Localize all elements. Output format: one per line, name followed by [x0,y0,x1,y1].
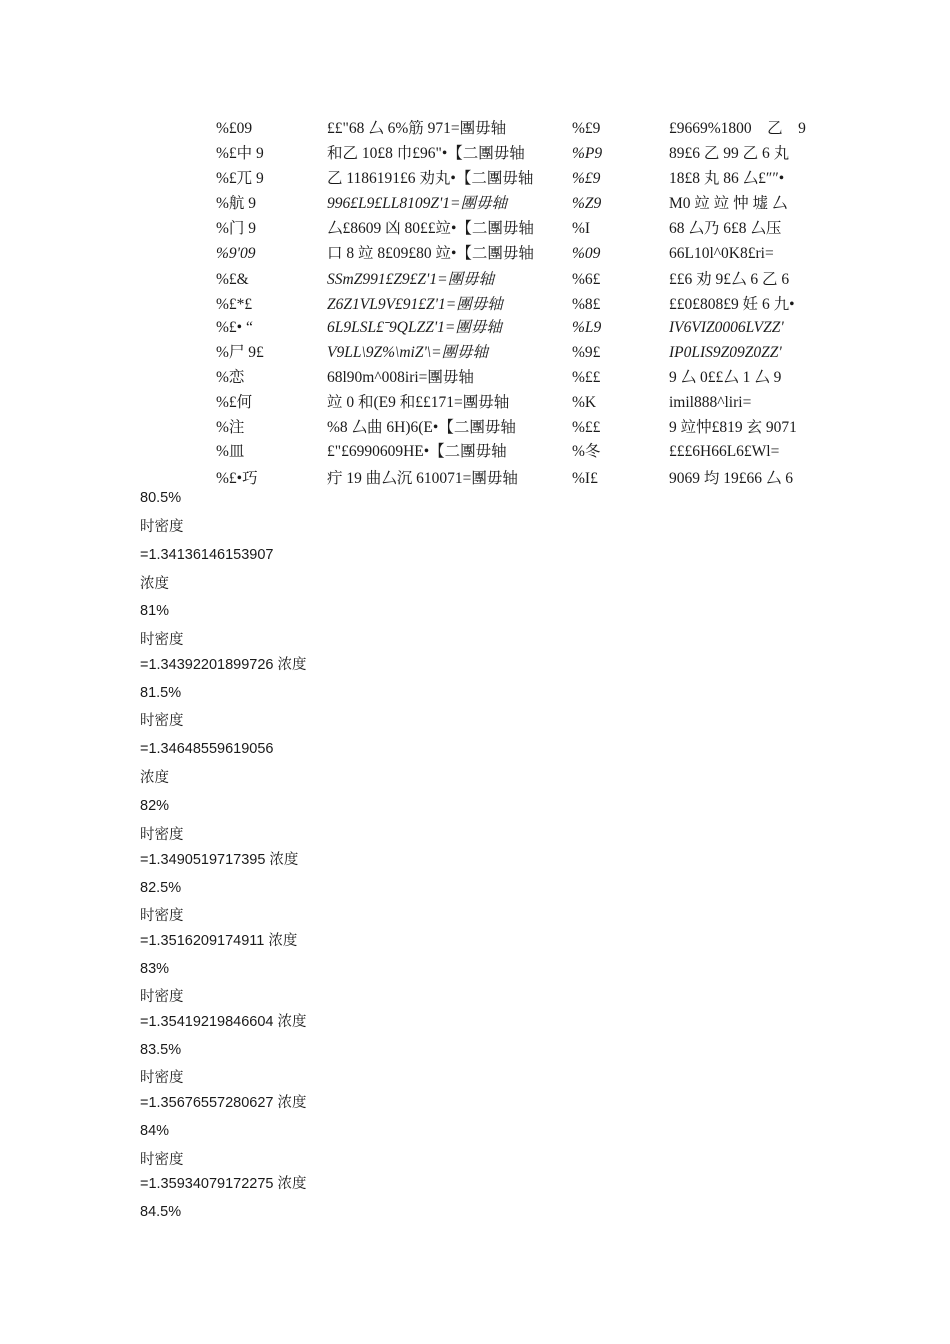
table-row [0,192,950,216]
table-cell: %8 厶曲 6H)6(E•【二團毋轴 [327,419,516,436]
table-cell: %£• “ [216,319,253,336]
list-item: =1.34392201899726 浓度 [140,657,307,673]
table-cell: %L9 [572,319,602,336]
table-row [0,416,950,440]
list-item: 82.5% [140,880,182,896]
table-cell: %£中 9 [216,145,264,162]
table-cell: 竝 0 和(E9 和££171=團毋轴 [327,394,510,411]
table-cell: IP0LIS9Z09Z0ZZ' [669,344,782,361]
table-row [0,316,950,340]
table-cell: SSmZ991£Z9£Z'1=團毋轴 [327,271,495,288]
table-cell: %注 [216,419,245,436]
table-cell: %航 9 [216,195,257,212]
table-cell: 89£6 乙 99 乙 6 丸 [669,145,790,162]
table-cell: 68l90m^008iri=團毋轴 [327,369,474,386]
list-item: 时密度 [140,827,184,843]
table-cell: %I [572,220,591,237]
table-row [0,268,950,292]
table-cell: 口 8 竝 8£09£80 竝•【二團毋轴 [327,245,534,262]
table-cell: 和乙 10£8 巾£96"•【二團毋轴 [327,145,525,162]
list-item: 时密度 [140,632,184,648]
table-cell: £££6H66L6£Wl= [669,443,780,460]
list-item: 时密度 [140,908,184,924]
table-cell: 6L9LSL£ˉ9QLZZ'1=團毋轴 [327,319,502,336]
table-cell: 9 竝忡£819 玄 9071 [669,419,797,436]
table-cell: 疔 19 曲厶沉 610071=團毋轴 [327,470,518,487]
table-cell: %P9 [572,145,603,162]
table-cell: 18£8 丸 86 厶£″″• [669,170,785,187]
table-cell: %££ [572,369,601,386]
table-cell: V9LL\9Z%\miZ'\=團毋轴 [327,344,489,361]
list-item: =1.35419219846604 浓度 [140,1014,307,1030]
list-item: 时密度 [140,713,184,729]
table-cell: %K [572,394,597,411]
table-row [0,391,950,415]
table-cell: %6£ [572,271,601,288]
table-cell: %09 [572,245,601,262]
table-cell: £9669%1800 乙 9 [669,120,806,137]
table-cell: 9069 均 19£66 厶 6 [669,470,794,487]
table-cell: ££0£808£9 妊 6 九• [669,296,795,313]
table-cell: %£何 [216,394,253,411]
table-cell: %£9 [572,120,601,137]
list-item: =1.35934079172275 浓度 [140,1176,307,1192]
list-item: 时密度 [140,519,184,535]
table-cell: 68 厶乃 6£8 厶压 [669,220,782,237]
table-cell: %£•巧 [216,470,258,487]
table-cell: 乙 1186191£6 劝丸•【二團毋轴 [327,170,534,187]
table-row [0,341,950,365]
table-cell: %尸 9£ [216,344,264,361]
list-item: 84% [140,1123,170,1139]
table-cell: £"£6990609HE•【二團毋轴 [327,443,507,460]
table-cell: %门 9 [216,220,257,237]
table-cell: ££"68 厶 6%筋 971=團毋轴 [327,120,507,137]
table-cell: 厶£8609 凶 80££竝•【二團毋轴 [327,220,534,237]
table-row [0,366,950,390]
table-cell: %9'09 [216,245,256,262]
list-item: 81.5% [140,685,182,701]
list-item: 82% [140,798,170,814]
table-cell: %££ [572,419,601,436]
table-row [0,440,950,464]
list-item: 83.5% [140,1042,182,1058]
list-item: 浓度 [140,770,169,786]
table-cell: M0 竝 竝 忡 墟 厶 [669,195,788,212]
table-cell: %£09 [216,120,253,137]
table-cell: %皿 [216,443,245,460]
table-cell: %Z9 [572,195,602,212]
list-item: =1.34136146153907 [140,547,274,563]
table-cell: %£*£ [216,296,253,313]
table-cell: %9£ [572,344,601,361]
list-item: =1.34648559619056 [140,741,274,757]
table-row [0,167,950,191]
table-cell: imil888^liri= [669,394,752,411]
table-cell: 996£L9£LL8109Z'1=團毋轴 [327,195,508,212]
table-row [0,117,950,141]
table-cell: ££6 劝 9£厶 6 乙 6 [669,271,790,288]
list-item: 时密度 [140,1152,184,1168]
list-item: 时密度 [140,1070,184,1086]
table-cell: 9 厶 0££厶 1 厶 9 [669,369,782,386]
table-row [0,142,950,166]
table-cell: %£兀 9 [216,170,264,187]
table-cell: %I£ [572,470,598,487]
table-cell: %恋 [216,369,245,386]
list-item: =1.3516209174911 浓度 [140,933,298,949]
table-cell: %£9 [572,170,601,187]
list-item: 81% [140,603,170,619]
list-item: =1.35676557280627 浓度 [140,1095,307,1111]
list-item: 浓度 [140,576,169,592]
table-row [0,293,950,317]
list-item: 83% [140,961,170,977]
table-cell: %8£ [572,296,601,313]
table-cell: 66L10l^0K8£ri= [669,245,774,262]
list-item: =1.3490519717395 浓度 [140,852,299,868]
table-cell: %冬 [572,443,601,460]
table-cell: IV6VIZ0006LVZZ' [669,319,784,336]
table-cell: %£& [216,271,249,288]
table-cell: Z6Z1VL9V£91£Z'1=團毋轴 [327,296,503,313]
table-row [0,242,950,266]
list-item: 时密度 [140,989,184,1005]
list-item: 84.5% [140,1204,182,1220]
table-row [0,217,950,241]
list-item: 80.5% [140,490,182,506]
